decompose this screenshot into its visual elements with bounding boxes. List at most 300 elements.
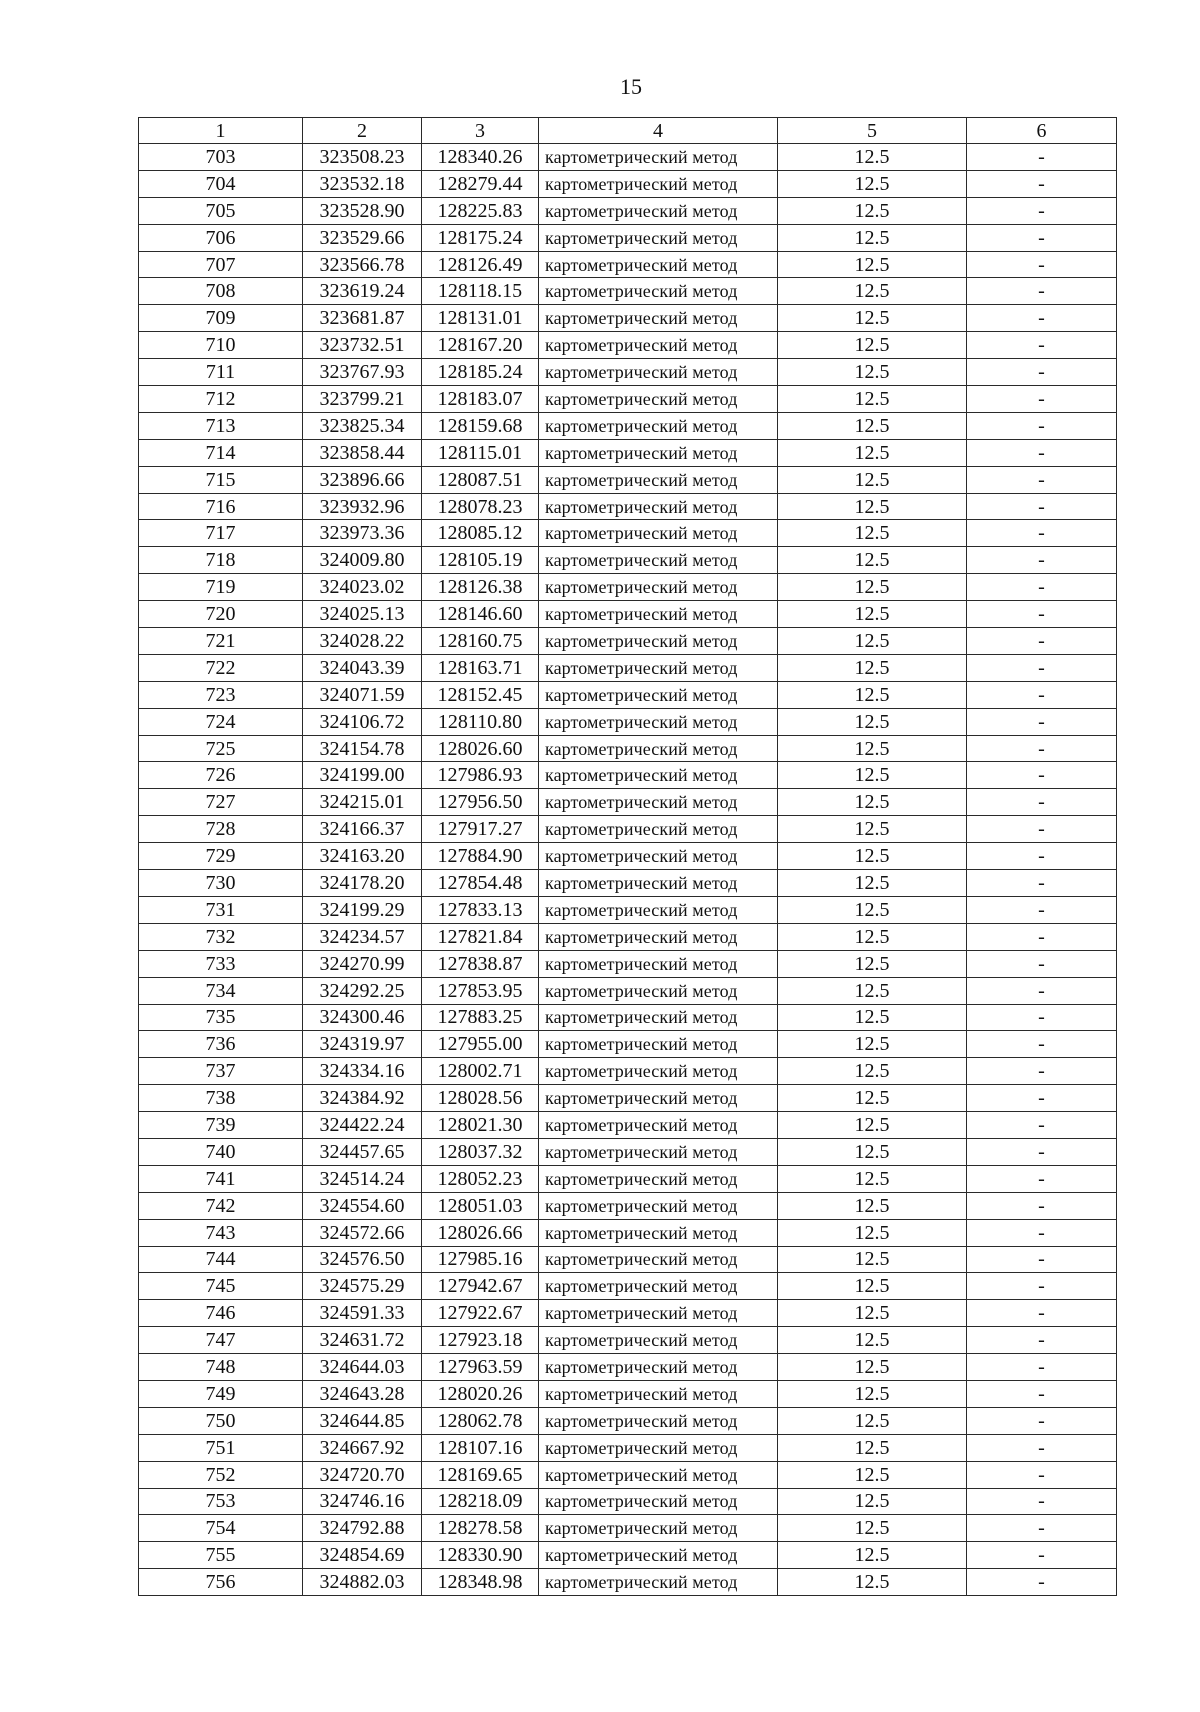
table-row	[139, 332, 1117, 359]
note-cell: -	[967, 1031, 1117, 1058]
x-coordinate-cell: 324792.88	[303, 1515, 422, 1542]
y-coordinate-cell: 127833.13	[422, 896, 539, 923]
table-row	[139, 1165, 1117, 1192]
table-row	[139, 1004, 1117, 1031]
point-number-cell: 734	[139, 977, 303, 1004]
accuracy-cell: 12.5	[778, 547, 967, 574]
table-body	[139, 144, 1117, 1596]
method-cell: картометрический метод	[539, 1327, 778, 1354]
table-row	[139, 412, 1117, 439]
note-cell: -	[967, 305, 1117, 332]
point-number-cell: 705	[139, 197, 303, 224]
table-row	[139, 1327, 1117, 1354]
table-row	[139, 574, 1117, 601]
point-number-cell: 754	[139, 1515, 303, 1542]
x-coordinate-cell: 324292.25	[303, 977, 422, 1004]
table-row	[139, 1058, 1117, 1085]
note-cell: -	[967, 439, 1117, 466]
y-coordinate-cell: 128107.16	[422, 1434, 539, 1461]
y-coordinate-cell: 128115.01	[422, 439, 539, 466]
point-number-cell: 713	[139, 412, 303, 439]
y-coordinate-cell: 128028.56	[422, 1085, 539, 1112]
x-coordinate-cell: 323896.66	[303, 466, 422, 493]
y-coordinate-cell: 127985.16	[422, 1246, 539, 1273]
y-coordinate-cell: 128087.51	[422, 466, 539, 493]
accuracy-cell: 12.5	[778, 816, 967, 843]
x-coordinate-cell: 324071.59	[303, 681, 422, 708]
accuracy-cell: 12.5	[778, 1434, 967, 1461]
point-number-cell: 739	[139, 1112, 303, 1139]
x-coordinate-cell: 324043.39	[303, 654, 422, 681]
accuracy-cell: 12.5	[778, 1219, 967, 1246]
x-coordinate-cell: 324554.60	[303, 1192, 422, 1219]
point-number-cell: 728	[139, 816, 303, 843]
note-cell: -	[967, 197, 1117, 224]
accuracy-cell: 12.5	[778, 1407, 967, 1434]
point-number-cell: 711	[139, 359, 303, 386]
y-coordinate-cell: 127854.48	[422, 870, 539, 897]
method-cell: картометрический метод	[539, 224, 778, 251]
accuracy-cell: 12.5	[778, 1138, 967, 1165]
accuracy-cell: 12.5	[778, 789, 967, 816]
method-cell: картометрический метод	[539, 1569, 778, 1596]
note-cell: -	[967, 547, 1117, 574]
x-coordinate-cell: 324009.80	[303, 547, 422, 574]
note-cell: -	[967, 1300, 1117, 1327]
y-coordinate-cell: 128051.03	[422, 1192, 539, 1219]
accuracy-cell: 12.5	[778, 708, 967, 735]
method-cell: картометрический метод	[539, 1058, 778, 1085]
y-coordinate-cell: 128105.19	[422, 547, 539, 574]
x-coordinate-cell: 324028.22	[303, 628, 422, 655]
note-cell: -	[967, 1434, 1117, 1461]
accuracy-cell: 12.5	[778, 735, 967, 762]
method-cell: картометрический метод	[539, 708, 778, 735]
accuracy-cell: 12.5	[778, 170, 967, 197]
accuracy-cell: 12.5	[778, 1380, 967, 1407]
y-coordinate-cell: 128330.90	[422, 1542, 539, 1569]
note-cell: -	[967, 144, 1117, 171]
accuracy-cell: 12.5	[778, 197, 967, 224]
point-number-cell: 747	[139, 1327, 303, 1354]
x-coordinate-cell: 323799.21	[303, 386, 422, 413]
x-coordinate-cell: 323566.78	[303, 251, 422, 278]
note-cell: -	[967, 1569, 1117, 1596]
accuracy-cell: 12.5	[778, 601, 967, 628]
method-cell: картометрический метод	[539, 197, 778, 224]
x-coordinate-cell: 324384.92	[303, 1085, 422, 1112]
accuracy-cell: 12.5	[778, 144, 967, 171]
table-row	[139, 1461, 1117, 1488]
table-row	[139, 1488, 1117, 1515]
note-cell: -	[967, 1380, 1117, 1407]
x-coordinate-cell: 324300.46	[303, 1004, 422, 1031]
note-cell: -	[967, 224, 1117, 251]
note-cell: -	[967, 1138, 1117, 1165]
column-header-1: 1	[139, 118, 303, 144]
accuracy-cell: 12.5	[778, 977, 967, 1004]
point-number-cell: 707	[139, 251, 303, 278]
accuracy-cell: 12.5	[778, 1542, 967, 1569]
accuracy-cell: 12.5	[778, 1031, 967, 1058]
table-row	[139, 923, 1117, 950]
table-header	[139, 118, 1117, 144]
column-header-4: 4	[539, 118, 778, 144]
note-cell: -	[967, 1219, 1117, 1246]
point-number-cell: 723	[139, 681, 303, 708]
coordinates-table	[138, 117, 1117, 1596]
point-number-cell: 738	[139, 1085, 303, 1112]
column-header-2: 2	[303, 118, 422, 144]
note-cell: -	[967, 1515, 1117, 1542]
method-cell: картометрический метод	[539, 1273, 778, 1300]
x-coordinate-cell: 323825.34	[303, 412, 422, 439]
note-cell: -	[967, 1542, 1117, 1569]
y-coordinate-cell: 128020.26	[422, 1380, 539, 1407]
note-cell: -	[967, 708, 1117, 735]
x-coordinate-cell: 324572.66	[303, 1219, 422, 1246]
x-coordinate-cell: 323528.90	[303, 197, 422, 224]
accuracy-cell: 12.5	[778, 923, 967, 950]
note-cell: -	[967, 654, 1117, 681]
accuracy-cell: 12.5	[778, 1273, 967, 1300]
note-cell: -	[967, 1461, 1117, 1488]
y-coordinate-cell: 127883.25	[422, 1004, 539, 1031]
x-coordinate-cell: 323681.87	[303, 305, 422, 332]
table-row	[139, 735, 1117, 762]
table-row	[139, 1031, 1117, 1058]
point-number-cell: 733	[139, 950, 303, 977]
note-cell: -	[967, 1165, 1117, 1192]
table-row	[139, 843, 1117, 870]
note-cell: -	[967, 466, 1117, 493]
note-cell: -	[967, 601, 1117, 628]
point-number-cell: 716	[139, 493, 303, 520]
point-number-cell: 718	[139, 547, 303, 574]
column-header-5: 5	[778, 118, 967, 144]
method-cell: картометрический метод	[539, 628, 778, 655]
point-number-cell: 746	[139, 1300, 303, 1327]
method-cell: картометрический метод	[539, 816, 778, 843]
note-cell: -	[967, 493, 1117, 520]
accuracy-cell: 12.5	[778, 1004, 967, 1031]
point-number-cell: 708	[139, 278, 303, 305]
accuracy-cell: 12.5	[778, 681, 967, 708]
point-number-cell: 706	[139, 224, 303, 251]
x-coordinate-cell: 323932.96	[303, 493, 422, 520]
point-number-cell: 756	[139, 1569, 303, 1596]
point-number-cell: 721	[139, 628, 303, 655]
point-number-cell: 709	[139, 305, 303, 332]
table-row	[139, 628, 1117, 655]
accuracy-cell: 12.5	[778, 762, 967, 789]
point-number-cell: 717	[139, 520, 303, 547]
y-coordinate-cell: 128052.23	[422, 1165, 539, 1192]
method-cell: картометрический метод	[539, 1461, 778, 1488]
point-number-cell: 725	[139, 735, 303, 762]
method-cell: картометрический метод	[539, 977, 778, 1004]
y-coordinate-cell: 128110.80	[422, 708, 539, 735]
y-coordinate-cell: 128062.78	[422, 1407, 539, 1434]
method-cell: картометрический метод	[539, 1112, 778, 1139]
note-cell: -	[967, 628, 1117, 655]
table-row	[139, 708, 1117, 735]
y-coordinate-cell: 128078.23	[422, 493, 539, 520]
accuracy-cell: 12.5	[778, 278, 967, 305]
y-coordinate-cell: 128278.58	[422, 1515, 539, 1542]
table-row	[139, 305, 1117, 332]
y-coordinate-cell: 128146.60	[422, 601, 539, 628]
method-cell: картометрический метод	[539, 654, 778, 681]
accuracy-cell: 12.5	[778, 386, 967, 413]
table-row	[139, 466, 1117, 493]
note-cell: -	[967, 843, 1117, 870]
method-cell: картометрический метод	[539, 923, 778, 950]
note-cell: -	[967, 1112, 1117, 1139]
y-coordinate-cell: 128026.66	[422, 1219, 539, 1246]
y-coordinate-cell: 128085.12	[422, 520, 539, 547]
method-cell: картометрический метод	[539, 278, 778, 305]
y-coordinate-cell: 128185.24	[422, 359, 539, 386]
x-coordinate-cell: 324576.50	[303, 1246, 422, 1273]
point-number-cell: 743	[139, 1219, 303, 1246]
table-row	[139, 251, 1117, 278]
method-cell: картометрический метод	[539, 412, 778, 439]
note-cell: -	[967, 1085, 1117, 1112]
method-cell: картометрический метод	[539, 789, 778, 816]
accuracy-cell: 12.5	[778, 439, 967, 466]
method-cell: картометрический метод	[539, 1138, 778, 1165]
method-cell: картометрический метод	[539, 466, 778, 493]
table-row	[139, 601, 1117, 628]
x-coordinate-cell: 324575.29	[303, 1273, 422, 1300]
x-coordinate-cell: 324154.78	[303, 735, 422, 762]
table-row	[139, 870, 1117, 897]
accuracy-cell: 12.5	[778, 1165, 967, 1192]
accuracy-cell: 12.5	[778, 843, 967, 870]
method-cell: картометрический метод	[539, 1004, 778, 1031]
accuracy-cell: 12.5	[778, 654, 967, 681]
y-coordinate-cell: 128002.71	[422, 1058, 539, 1085]
table-row	[139, 386, 1117, 413]
table-row	[139, 1192, 1117, 1219]
note-cell: -	[967, 923, 1117, 950]
method-cell: картометрический метод	[539, 762, 778, 789]
table-row	[139, 224, 1117, 251]
point-number-cell: 750	[139, 1407, 303, 1434]
x-coordinate-cell: 323508.23	[303, 144, 422, 171]
table-row	[139, 1354, 1117, 1381]
method-cell: картометрический метод	[539, 1354, 778, 1381]
point-number-cell: 751	[139, 1434, 303, 1461]
accuracy-cell: 12.5	[778, 1569, 967, 1596]
table-row	[139, 789, 1117, 816]
point-number-cell: 731	[139, 896, 303, 923]
accuracy-cell: 12.5	[778, 1192, 967, 1219]
note-cell: -	[967, 896, 1117, 923]
y-coordinate-cell: 128225.83	[422, 197, 539, 224]
note-cell: -	[967, 816, 1117, 843]
x-coordinate-cell: 324644.03	[303, 1354, 422, 1381]
y-coordinate-cell: 127838.87	[422, 950, 539, 977]
point-number-cell: 703	[139, 144, 303, 171]
table-row	[139, 278, 1117, 305]
table-row	[139, 359, 1117, 386]
table-row	[139, 654, 1117, 681]
point-number-cell: 719	[139, 574, 303, 601]
accuracy-cell: 12.5	[778, 224, 967, 251]
method-cell: картометрический метод	[539, 1031, 778, 1058]
method-cell: картометрический метод	[539, 843, 778, 870]
y-coordinate-cell: 127963.59	[422, 1354, 539, 1381]
x-coordinate-cell: 324631.72	[303, 1327, 422, 1354]
note-cell: -	[967, 1004, 1117, 1031]
method-cell: картометрический метод	[539, 1542, 778, 1569]
method-cell: картометрический метод	[539, 170, 778, 197]
method-cell: картометрический метод	[539, 735, 778, 762]
x-coordinate-cell: 324178.20	[303, 870, 422, 897]
table-row	[139, 1542, 1117, 1569]
accuracy-cell: 12.5	[778, 1354, 967, 1381]
accuracy-cell: 12.5	[778, 574, 967, 601]
accuracy-cell: 12.5	[778, 1327, 967, 1354]
note-cell: -	[967, 1192, 1117, 1219]
note-cell: -	[967, 520, 1117, 547]
y-coordinate-cell: 128218.09	[422, 1488, 539, 1515]
y-coordinate-cell: 128183.07	[422, 386, 539, 413]
table-row	[139, 950, 1117, 977]
note-cell: -	[967, 789, 1117, 816]
method-cell: картометрический метод	[539, 547, 778, 574]
y-coordinate-cell: 128026.60	[422, 735, 539, 762]
method-cell: картометрический метод	[539, 251, 778, 278]
y-coordinate-cell: 128279.44	[422, 170, 539, 197]
point-number-cell: 740	[139, 1138, 303, 1165]
accuracy-cell: 12.5	[778, 305, 967, 332]
table-row	[139, 1246, 1117, 1273]
y-coordinate-cell: 128169.65	[422, 1461, 539, 1488]
x-coordinate-cell: 324882.03	[303, 1569, 422, 1596]
method-cell: картометрический метод	[539, 305, 778, 332]
method-cell: картометрический метод	[539, 896, 778, 923]
note-cell: -	[967, 386, 1117, 413]
table-row	[139, 520, 1117, 547]
column-header-6: 6	[967, 118, 1117, 144]
point-number-cell: 736	[139, 1031, 303, 1058]
note-cell: -	[967, 1327, 1117, 1354]
x-coordinate-cell: 324234.57	[303, 923, 422, 950]
y-coordinate-cell: 128160.75	[422, 628, 539, 655]
note-cell: -	[967, 950, 1117, 977]
x-coordinate-cell: 324199.00	[303, 762, 422, 789]
note-cell: -	[967, 735, 1117, 762]
method-cell: картометрический метод	[539, 1165, 778, 1192]
x-coordinate-cell: 324644.85	[303, 1407, 422, 1434]
x-coordinate-cell: 324166.37	[303, 816, 422, 843]
table-row	[139, 762, 1117, 789]
point-number-cell: 735	[139, 1004, 303, 1031]
y-coordinate-cell: 127884.90	[422, 843, 539, 870]
x-coordinate-cell: 323858.44	[303, 439, 422, 466]
point-number-cell: 720	[139, 601, 303, 628]
point-number-cell: 748	[139, 1354, 303, 1381]
x-coordinate-cell: 323619.24	[303, 278, 422, 305]
method-cell: картометрический метод	[539, 1219, 778, 1246]
note-cell: -	[967, 278, 1117, 305]
y-coordinate-cell: 128152.45	[422, 681, 539, 708]
method-cell: картометрический метод	[539, 332, 778, 359]
page-number: 15	[620, 74, 642, 99]
x-coordinate-cell: 323732.51	[303, 332, 422, 359]
table-row	[139, 1112, 1117, 1139]
table-row	[139, 681, 1117, 708]
x-coordinate-cell: 324106.72	[303, 708, 422, 735]
method-cell: картометрический метод	[539, 1085, 778, 1112]
accuracy-cell: 12.5	[778, 359, 967, 386]
y-coordinate-cell: 128126.49	[422, 251, 539, 278]
y-coordinate-cell: 127942.67	[422, 1273, 539, 1300]
accuracy-cell: 12.5	[778, 520, 967, 547]
y-coordinate-cell: 128159.68	[422, 412, 539, 439]
method-cell: картометрический метод	[539, 520, 778, 547]
method-cell: картометрический метод	[539, 601, 778, 628]
accuracy-cell: 12.5	[778, 870, 967, 897]
y-coordinate-cell: 127922.67	[422, 1300, 539, 1327]
table-row	[139, 1380, 1117, 1407]
method-cell: картометрический метод	[539, 1246, 778, 1273]
method-cell: картометрический метод	[539, 439, 778, 466]
y-coordinate-cell: 128118.15	[422, 278, 539, 305]
point-number-cell: 742	[139, 1192, 303, 1219]
point-number-cell: 737	[139, 1058, 303, 1085]
accuracy-cell: 12.5	[778, 950, 967, 977]
x-coordinate-cell: 324334.16	[303, 1058, 422, 1085]
point-number-cell: 755	[139, 1542, 303, 1569]
table-row	[139, 1515, 1117, 1542]
y-coordinate-cell: 127821.84	[422, 923, 539, 950]
note-cell: -	[967, 1058, 1117, 1085]
x-coordinate-cell: 324025.13	[303, 601, 422, 628]
accuracy-cell: 12.5	[778, 1300, 967, 1327]
x-coordinate-cell: 324720.70	[303, 1461, 422, 1488]
y-coordinate-cell: 127956.50	[422, 789, 539, 816]
header-row	[139, 118, 1117, 144]
y-coordinate-cell: 128175.24	[422, 224, 539, 251]
method-cell: картометрический метод	[539, 144, 778, 171]
y-coordinate-cell: 128348.98	[422, 1569, 539, 1596]
point-number-cell: 715	[139, 466, 303, 493]
x-coordinate-cell: 324854.69	[303, 1542, 422, 1569]
x-coordinate-cell: 324457.65	[303, 1138, 422, 1165]
note-cell: -	[967, 1354, 1117, 1381]
point-number-cell: 727	[139, 789, 303, 816]
y-coordinate-cell: 127853.95	[422, 977, 539, 1004]
x-coordinate-cell: 324023.02	[303, 574, 422, 601]
table-row	[139, 1273, 1117, 1300]
note-cell: -	[967, 359, 1117, 386]
y-coordinate-cell: 128167.20	[422, 332, 539, 359]
point-number-cell: 741	[139, 1165, 303, 1192]
x-coordinate-cell: 324422.24	[303, 1112, 422, 1139]
note-cell: -	[967, 412, 1117, 439]
x-coordinate-cell: 323767.93	[303, 359, 422, 386]
accuracy-cell: 12.5	[778, 628, 967, 655]
table-row	[139, 1434, 1117, 1461]
table-row	[139, 816, 1117, 843]
method-cell: картометрический метод	[539, 1488, 778, 1515]
point-number-cell: 752	[139, 1461, 303, 1488]
x-coordinate-cell: 324643.28	[303, 1380, 422, 1407]
